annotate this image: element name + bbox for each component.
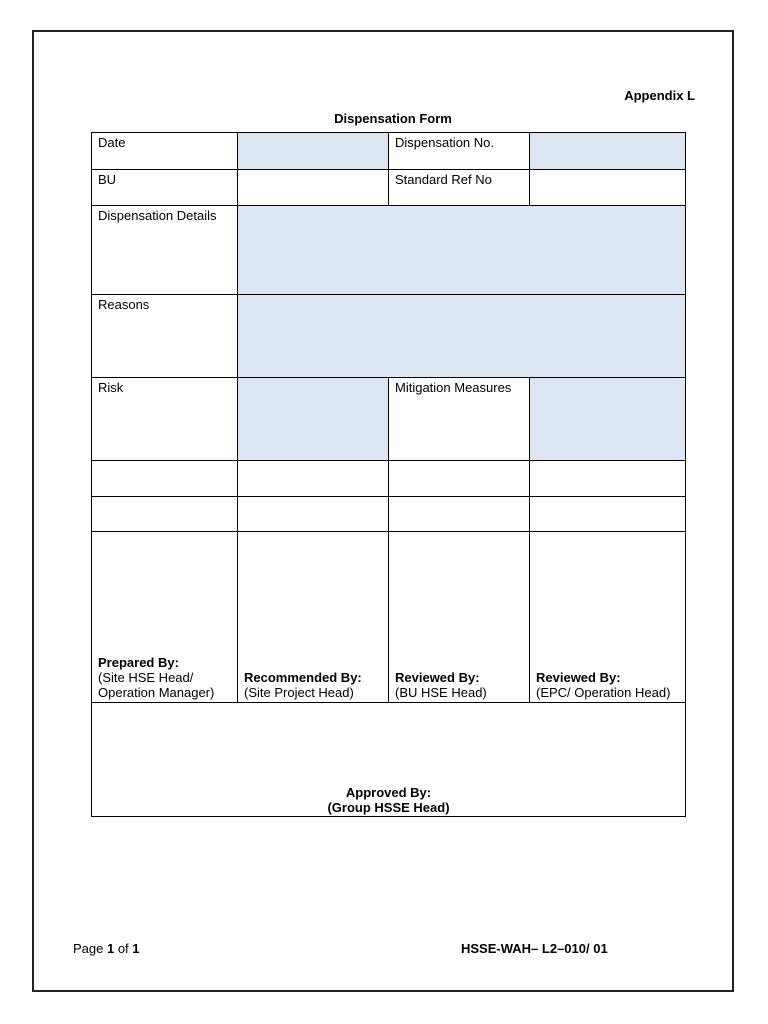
form-row-approval (92, 703, 686, 817)
risk-label: Risk (92, 378, 238, 461)
blank-cell[interactable] (92, 461, 238, 497)
blank-cell[interactable] (530, 461, 686, 497)
form-title: Dispensation Form (334, 111, 452, 126)
date-field[interactable] (238, 133, 389, 170)
form-row-blank (92, 461, 686, 497)
dispensation-no-field[interactable] (530, 133, 686, 170)
blank-cell[interactable] (530, 497, 686, 532)
form-row-risk (92, 378, 686, 461)
form-row-blank (92, 497, 686, 532)
blank-cell[interactable] (238, 497, 389, 532)
appendix-label: Appendix L (624, 88, 695, 103)
signature-prepared[interactable] (92, 532, 238, 703)
page-prefix: Page (73, 941, 107, 956)
page-current: 1 (106, 941, 115, 956)
document-code: HSSE-WAH– L2–010/ 01 (461, 941, 608, 956)
page-of: of (114, 941, 133, 956)
page-number (73, 941, 140, 956)
signature-title: Reviewed By: (536, 670, 621, 685)
signature-role: (EPC/ Operation Head) (536, 685, 671, 700)
dispensation-form-table (91, 132, 686, 817)
page-total: 1 (132, 941, 140, 956)
signature-recommended[interactable] (238, 532, 389, 703)
risk-field[interactable] (238, 378, 389, 461)
dispensation-no-label: Dispensation No. (389, 133, 530, 170)
signature-title: Recommended By: (244, 670, 362, 685)
blank-cell[interactable] (389, 497, 530, 532)
signature-reviewed-bu[interactable] (389, 532, 530, 703)
mitigation-label: Mitigation Measures (389, 378, 530, 461)
date-label: Date (92, 133, 238, 170)
details-label: Dispensation Details (92, 206, 238, 295)
form-row-bu (92, 170, 686, 206)
blank-cell[interactable] (92, 497, 238, 532)
blank-cell[interactable] (389, 461, 530, 497)
bu-label: BU (92, 170, 238, 206)
blank-cell[interactable] (238, 461, 389, 497)
standard-ref-field[interactable] (530, 170, 686, 206)
signature-role: (BU HSE Head) (395, 685, 487, 700)
reasons-label: Reasons (92, 295, 238, 378)
signature-role: (Site Project Head) (244, 685, 354, 700)
signature-title: Reviewed By: (395, 670, 480, 685)
form-row-reasons (92, 295, 686, 378)
approval-title: Approved By: (345, 785, 432, 800)
form-row-details (92, 206, 686, 295)
bu-field[interactable] (238, 170, 389, 206)
approval-cell[interactable] (92, 703, 686, 817)
details-field[interactable] (238, 206, 686, 295)
form-row-signatures (92, 532, 686, 703)
reasons-field[interactable] (238, 295, 686, 378)
signature-title: Prepared By: (98, 655, 179, 670)
mitigation-field[interactable] (530, 378, 686, 461)
form-row-date (92, 133, 686, 170)
signature-role: (Site HSE Head/ Operation Manager) (98, 670, 215, 700)
standard-ref-label: Standard Ref No (389, 170, 530, 206)
signature-reviewed-epc[interactable] (530, 532, 686, 703)
approval-role: (Group HSSE Head) (327, 800, 450, 815)
